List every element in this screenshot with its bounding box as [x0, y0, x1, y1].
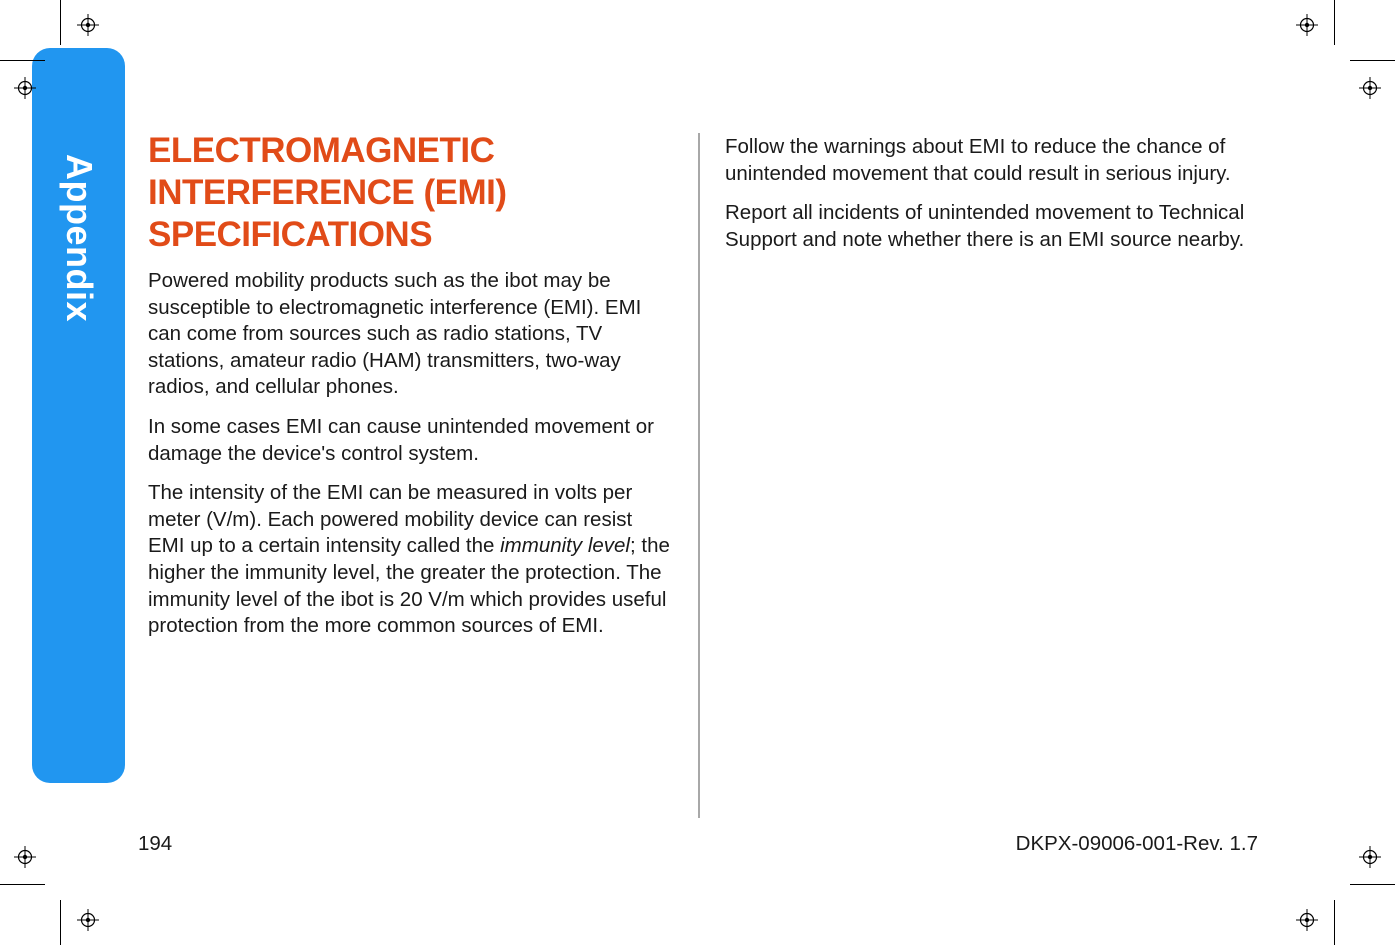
section-tab-label: Appendix: [58, 153, 100, 323]
registration-mark-icon: [1296, 909, 1318, 931]
crop-mark: [1334, 900, 1335, 945]
section-tab: [32, 48, 125, 783]
crop-mark: [1350, 60, 1395, 61]
registration-mark-icon: [77, 909, 99, 931]
page-title: [148, 130, 673, 256]
document-id: DKPX-09006-001-Rev. 1.7: [1015, 832, 1258, 855]
immunity-level-term: immunity level: [500, 534, 630, 558]
intensity-text-after: ; the higher the immunity level, the greater the protection. The immunity level of the ibot is 20 V/m which provides useful protection from the more common sources of EMI.: [148, 534, 670, 638]
title-line: ELECTROMAGNETIC: [148, 131, 495, 170]
paragraph-follow-warnings: Follow the warnings about EMI to reduce the chance of unintended movement that could result in serious injury.: [725, 135, 1231, 185]
crop-mark: [60, 0, 61, 45]
left-column: [148, 130, 673, 653]
registration-mark-icon: [1296, 14, 1318, 36]
intensity-text-before: The intensity of the EMI can be measured in volts per meter (V/m). Each powered mobility device can resist EMI up to a certain intensity called the: [148, 481, 633, 558]
title-line: INTERFERENCE (EMI): [148, 173, 507, 212]
registration-mark-icon: [14, 846, 36, 868]
paragraph-unintended-movement: In some cases EMI can cause unintended movement or damage the device's control system.: [148, 414, 654, 465]
crop-mark: [1334, 0, 1335, 45]
registration-mark-icon: [14, 77, 36, 99]
paragraph-susceptibility: Powered mobility products such as the ibot may be susceptible to electromagnetic interference (EMI). EMI can come from sources such as radio stations, TV stations, amateur radio (HAM) transmitters, two-way radios, and cellular phones.: [148, 269, 642, 399]
registration-mark-icon: [1359, 77, 1381, 99]
crop-mark: [1350, 884, 1395, 885]
paragraph-report-incidents: Report all incidents of unintended movement to Technical Support and note whether there is an EMI source nearby.: [725, 201, 1245, 251]
page-number: 194: [138, 832, 173, 855]
registration-mark-icon: [77, 14, 99, 36]
column-divider: [698, 133, 700, 818]
right-column: [725, 134, 1245, 266]
title-line: SPECIFICATIONS: [148, 215, 433, 254]
crop-mark: [0, 884, 45, 885]
registration-mark-icon: [1359, 846, 1381, 868]
crop-mark: [60, 900, 61, 945]
crop-mark: [0, 60, 45, 61]
paragraph-intensity: [148, 480, 673, 640]
